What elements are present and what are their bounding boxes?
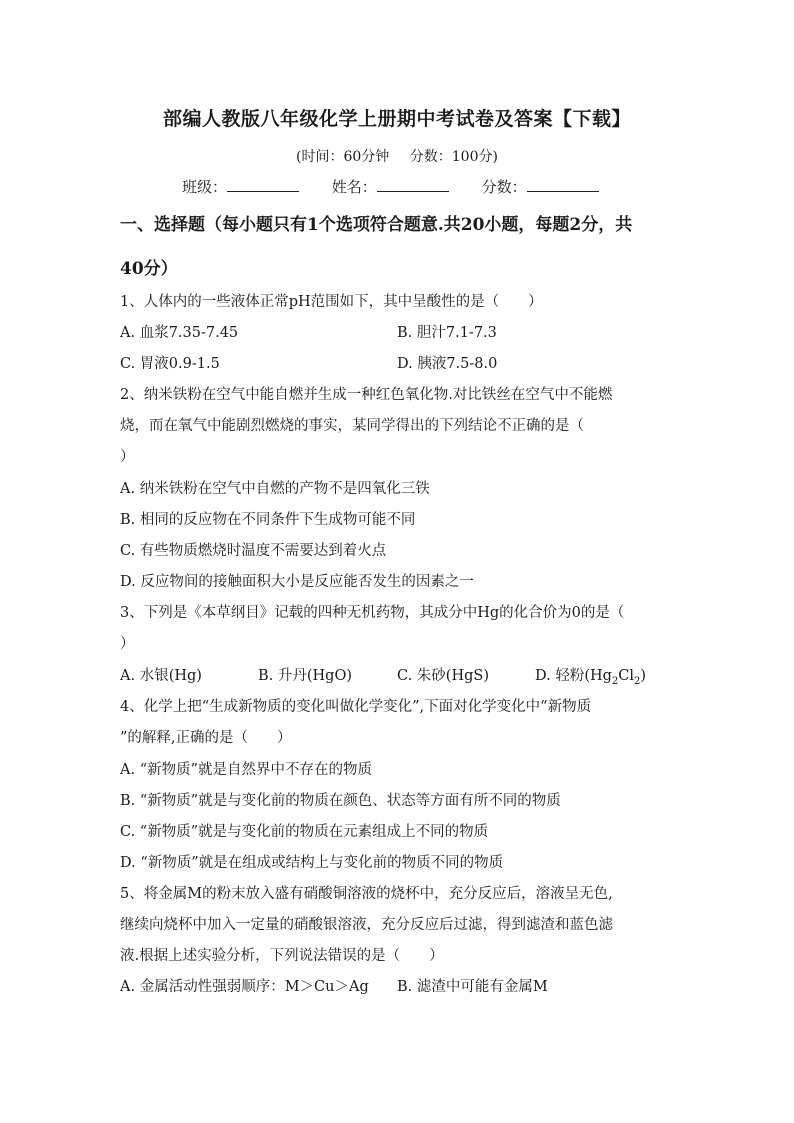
q4-option-c: C. “新物质”就是与变化前的物质在元素组成上不同的物质: [120, 824, 489, 840]
q3-stem-line1: 3、下列是《本草纲目》记载的四种无机药物，其成分中Hg的化合价为0的是（: [120, 605, 625, 621]
exam-time: (时间：60分钟: [296, 149, 390, 165]
q3-option-d-suffix: ): [640, 668, 647, 684]
section-heading-line2: 40分）: [120, 259, 178, 279]
q5-stem-line3: 液.根据上述实验分析，下列说法错误的是（ ）: [120, 948, 444, 964]
q5-option-a: A. 金属活动性强弱顺序：M＞Cu＞Ag: [120, 979, 369, 995]
exam-title: 部编人教版八年级化学上册期中考试卷及答案【下载】: [162, 108, 631, 130]
q2-option-a: A. 纳米铁粉在空气中自燃的产物不是四氧化三铁: [120, 481, 430, 497]
q2-stem-line2: 烧，而在氧气中能剧烈燃烧的事实，某同学得出的下列结论不正确的是（: [120, 418, 584, 434]
q1-option-c: C. 胃液0.9-1.5: [120, 356, 220, 372]
q2-option-b: B. 相同的反应物在不同条件下生成物可能不同: [120, 512, 416, 528]
q3-option-d-sub1: 2: [611, 675, 619, 687]
class-blank: [227, 177, 299, 192]
q2-option-c: C. 有些物质燃烧时温度不需要达到着火点: [120, 543, 387, 559]
exam-total-score: 分数：100分): [409, 149, 498, 165]
score-blank: [527, 177, 599, 192]
q3-option-d-prefix: D. 轻粉(Hg: [535, 668, 612, 684]
class-label: 班级：: [182, 178, 228, 196]
class-field: [182, 176, 299, 197]
q1-stem: 1、人体内的一些液体正常pH范围如下，其中呈酸性的是（ ）: [120, 294, 543, 310]
q3-option-b: B. 升丹(HgO): [258, 668, 353, 684]
q4-option-b: B. “新物质”就是与变化前的物质在颜色、状态等方面有所不同的物质: [120, 793, 561, 809]
student-info-line: [182, 176, 627, 197]
section-heading-line1: 一、选择题（每小题只有1个选项符合题意.共20小题，每题2分，共: [120, 215, 633, 235]
q4-stem-line1: 4、化学上把“生成新物质的变化叫做化学变化”,下面对化学变化中“新物质: [120, 699, 592, 715]
q2-stem-line3: ）: [120, 449, 135, 465]
q4-stem-line2: ”的解释,正确的是（ ）: [120, 730, 292, 746]
q5-stem-line2: 继续向烧杯中加入一定量的硝酸银溶液，充分反应后过滤，得到滤渣和蓝色滤: [120, 917, 613, 933]
q4-option-a: A. “新物质”就是自然界中不存在的物质: [120, 762, 373, 778]
q5-option-b: B. 滤渣中可能有金属M: [397, 979, 548, 995]
q4-option-d: D. “新物质”就是在组成或结构上与变化前的物质不同的物质: [120, 855, 504, 871]
q5-stem-line1: 5、将金属M的粉末放入盛有硝酸铜溶液的烧杯中，充分反应后，溶液呈无色,: [120, 886, 613, 902]
exam-time-score: [0, 146, 794, 166]
q1-option-b: B. 胆汁7.1-7.3: [397, 325, 497, 341]
q3-option-c: C. 朱砂(HgS): [397, 668, 489, 684]
score-field: [482, 176, 599, 197]
q2-stem-line1: 2、纳米铁粉在空气中能自燃并生成一种红色氧化物.对比铁丝在空气中不能燃: [120, 387, 613, 403]
q3-option-d-mid: Cl: [618, 668, 635, 684]
name-label: 姓名：: [331, 178, 377, 196]
score-label: 分数：: [481, 178, 527, 196]
q3-option-d: [535, 664, 646, 687]
q3-option-a: A. 水银(Hg): [120, 668, 202, 684]
q1-option-a: A. 血浆7.35-7.45: [120, 325, 239, 341]
q3-option-d-sub2: 2: [634, 675, 641, 687]
q1-option-d: D. 胰液7.5-8.0: [397, 356, 498, 372]
q2-option-d: D. 反应物间的接触面积大小是反应能否发生的因素之一: [120, 574, 474, 590]
name-field: [332, 176, 449, 197]
name-blank: [377, 177, 449, 192]
q3-stem-line2: ）: [120, 636, 135, 652]
